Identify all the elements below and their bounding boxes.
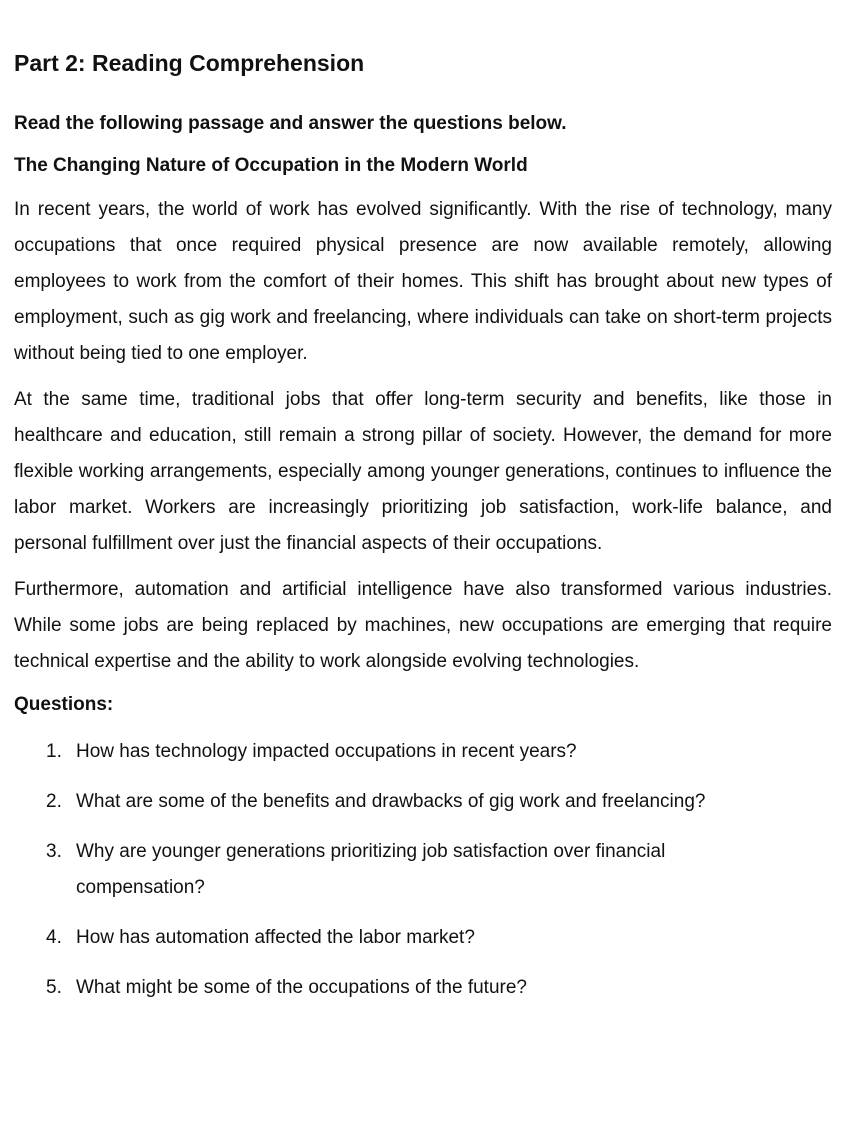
question-item-5 bbox=[46, 970, 832, 1006]
question-number: 3. bbox=[46, 841, 62, 862]
question-item-2 bbox=[46, 784, 832, 820]
question-text: How has technology impacted occupations in recent years? bbox=[76, 741, 577, 762]
question-text: What might be some of the occupations of the future? bbox=[76, 977, 527, 998]
question-list bbox=[14, 734, 832, 1006]
question-text: Why are younger generations prioritizing job satisfaction over financial compensation? bbox=[76, 841, 666, 898]
question-number: 1. bbox=[46, 741, 62, 762]
question-text: What are some of the benefits and drawbacks of gig work and freelancing? bbox=[76, 791, 706, 812]
passage-paragraph-2: At the same time, traditional jobs that offer long-term security and benefits, like those in healthcare and education, still remain a strong pillar of society. However, the demand for more flexible working arrangements, especially among younger generations, continues to influence the labor market. Workers are increasingly prioritizing job satisfaction, work-life balance, and personal fulfillment over just the financial aspects of their occupations. bbox=[14, 389, 832, 554]
passage-paragraph-3: Furthermore, automation and artificial intelligence have also transformed various industries. While some jobs are being replaced by machines, new occupations are emerging that require technical expertise and the ability to work alongside evolving technologies. bbox=[14, 579, 832, 672]
question-item-1 bbox=[46, 734, 832, 770]
passage-paragraph-1: In recent years, the world of work has evolved significantly. With the rise of technology, many occupations that once required physical presence are now available remotely, allowing employees to work from the comfort of their homes. This shift has brought about new types of employment, such as gig work and freelancing, where individuals can take on short-term projects without being tied to one employer. bbox=[14, 199, 832, 364]
passage-title: The Changing Nature of Occupation in the Modern World bbox=[14, 155, 528, 176]
question-number: 2. bbox=[46, 791, 62, 812]
instruction: Read the following passage and answer the questions below. bbox=[14, 113, 567, 134]
question-item-3 bbox=[46, 834, 832, 906]
question-number: 4. bbox=[46, 927, 62, 948]
passage bbox=[14, 192, 832, 680]
part-title: Part 2: Reading Comprehension bbox=[14, 50, 365, 76]
question-number: 5. bbox=[46, 977, 62, 998]
questions-heading: Questions: bbox=[14, 694, 114, 715]
question-text: How has automation affected the labor market? bbox=[76, 927, 475, 948]
question-item-4 bbox=[46, 920, 832, 956]
